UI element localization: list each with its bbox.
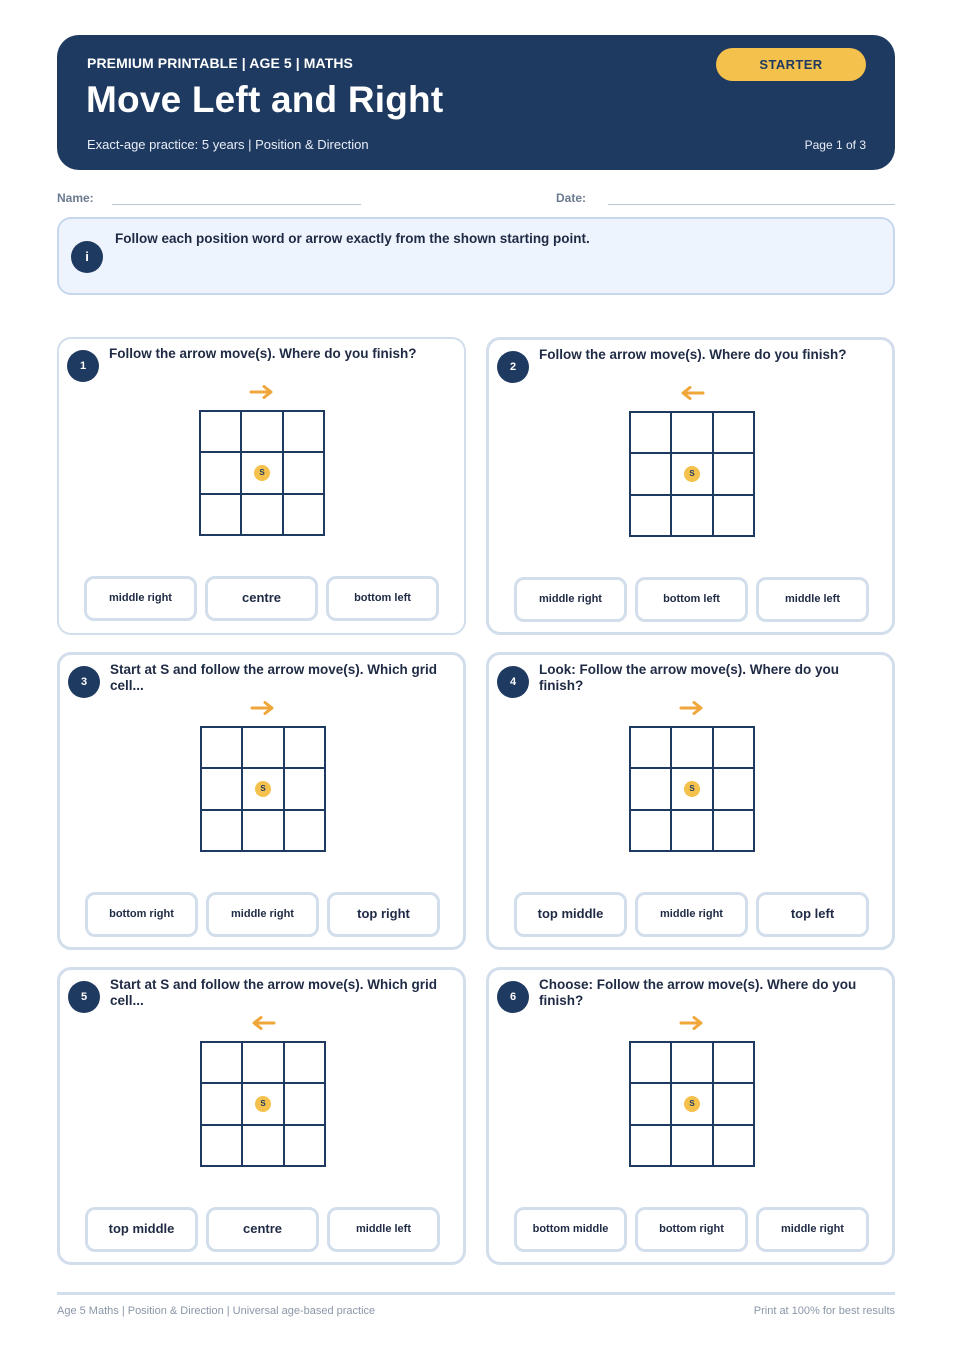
grid-cell: [671, 1042, 712, 1083]
question-number: 5: [68, 981, 100, 1013]
answer-option[interactable]: top middle: [85, 1207, 198, 1252]
question-number: 1: [67, 350, 99, 382]
question-text: Follow the arrow move(s). Where do you finish?: [539, 347, 847, 362]
answer-option[interactable]: top middle: [514, 892, 627, 937]
footer-info: Age 5 Maths | Position & Direction | Universal age-based practice: [57, 1305, 376, 1317]
question-number: 4: [497, 666, 529, 698]
page-indicator: Page 1 of 3: [804, 138, 866, 152]
answer-option[interactable]: top left: [756, 892, 869, 937]
arrow-right-icon: [250, 701, 276, 715]
grid-cell: [713, 768, 754, 809]
grid-cell: [630, 412, 671, 453]
grid-cell: [630, 453, 671, 494]
print-note: Print at 100% for best results: [753, 1305, 895, 1317]
grid-cell: [200, 411, 241, 452]
question-text: Start at S and follow the arrow move(s). Which grid cell...: [110, 662, 438, 693]
grid-cell: [671, 1083, 712, 1124]
grid-cell: [671, 810, 712, 851]
grid-cell: [713, 727, 754, 768]
answer-options: [85, 892, 441, 937]
header-subtitle: Exact-age practice: 5 years | Position & Direction: [87, 137, 369, 152]
grid-cell: [283, 411, 324, 452]
start-marker: S: [255, 1096, 271, 1112]
grid-cell: [713, 810, 754, 851]
grid-cell: [713, 412, 754, 453]
grid-cell: [671, 453, 712, 494]
answer-option[interactable]: bottom right: [85, 892, 198, 937]
position-grid: [629, 1041, 755, 1167]
answer-option[interactable]: bottom right: [635, 1207, 748, 1252]
arrow-left-icon: [679, 386, 705, 400]
position-grid: [199, 410, 325, 536]
answer-options: [514, 892, 870, 937]
grid-cell: [671, 768, 712, 809]
answer-options: [514, 577, 870, 622]
date-label: Date:: [556, 191, 587, 205]
question-card: [486, 652, 895, 950]
answer-option[interactable]: middle left: [756, 577, 869, 622]
grid-cell: [242, 1083, 283, 1124]
grid-cell: [713, 1042, 754, 1083]
answer-option[interactable]: middle right: [756, 1207, 869, 1252]
grid-cell: [284, 727, 325, 768]
answer-option[interactable]: top right: [327, 892, 440, 937]
grid-cell: [671, 727, 712, 768]
footer-divider: [57, 1292, 895, 1295]
info-icon: i: [71, 241, 103, 273]
answer-options: [84, 576, 440, 621]
grid-cell: [713, 1083, 754, 1124]
grid-cell: [630, 495, 671, 536]
grid-cell: [242, 1125, 283, 1166]
grid-cell: [283, 452, 324, 493]
arrow-right-icon: [679, 1016, 705, 1030]
instructions-text: Follow each position word or arrow exactly from the shown starting point.: [115, 231, 590, 246]
arrow-right-icon: [249, 385, 275, 399]
arrow-right-icon: [679, 701, 705, 715]
position-grid: [629, 726, 755, 852]
answer-option[interactable]: bottom middle: [514, 1207, 627, 1252]
grid-cell: [284, 810, 325, 851]
answer-option[interactable]: middle right: [635, 892, 748, 937]
question-text: Choose: Follow the arrow move(s). Where do you finish?: [539, 977, 857, 1008]
grid-cell: [283, 494, 324, 535]
grid-cell: [201, 810, 242, 851]
answer-option[interactable]: middle left: [327, 1207, 440, 1252]
arrow-left-icon: [250, 1016, 276, 1030]
grid-cell: [630, 768, 671, 809]
grid-cell: [713, 1125, 754, 1166]
grid-cell: [242, 768, 283, 809]
answer-option[interactable]: centre: [205, 576, 318, 621]
level-badge: STARTER: [716, 48, 866, 81]
start-marker: S: [684, 1096, 700, 1112]
question-card: [486, 337, 895, 635]
name-field[interactable]: [112, 204, 361, 205]
grid-cell: [242, 1042, 283, 1083]
answer-option[interactable]: middle right: [84, 576, 197, 621]
start-marker: S: [684, 466, 700, 482]
question-card: [57, 967, 466, 1265]
question-number: 3: [68, 666, 100, 698]
grid-cell: [242, 810, 283, 851]
question-text: Look: Follow the arrow move(s). Where do you finish?: [539, 662, 840, 693]
grid-cell: [241, 452, 282, 493]
grid-cell: [242, 727, 283, 768]
answer-option[interactable]: middle right: [206, 892, 319, 937]
grid-cell: [201, 1083, 242, 1124]
answer-options: [85, 1207, 441, 1252]
grid-cell: [713, 495, 754, 536]
grid-cell: [671, 412, 712, 453]
position-grid: [200, 726, 326, 852]
grid-cell: [284, 1083, 325, 1124]
grid-cell: [284, 1042, 325, 1083]
date-field[interactable]: [608, 204, 895, 205]
grid-cell: [671, 1125, 712, 1166]
worksheet-header: [57, 35, 895, 170]
position-grid: [629, 411, 755, 537]
start-marker: S: [684, 781, 700, 797]
start-marker: S: [255, 781, 271, 797]
grid-cell: [241, 494, 282, 535]
grid-cell: [630, 727, 671, 768]
grid-cell: [200, 494, 241, 535]
question-card: [57, 337, 466, 635]
answer-option[interactable]: bottom left: [635, 577, 748, 622]
grid-cell: [713, 453, 754, 494]
grid-cell: [200, 452, 241, 493]
grid-cell: [630, 1125, 671, 1166]
grid-cell: [671, 495, 712, 536]
question-number: 2: [497, 351, 529, 383]
question-text: Follow the arrow move(s). Where do you finish?: [109, 346, 417, 361]
grid-cell: [284, 768, 325, 809]
answer-option[interactable]: bottom left: [326, 576, 439, 621]
question-card: [486, 967, 895, 1265]
question-number: 6: [497, 981, 529, 1013]
answer-option[interactable]: centre: [206, 1207, 319, 1252]
grid-cell: [630, 1042, 671, 1083]
answer-options: [514, 1207, 870, 1252]
grid-cell: [241, 411, 282, 452]
question-text: Start at S and follow the arrow move(s). Which grid cell...: [110, 977, 438, 1008]
answer-option[interactable]: middle right: [514, 577, 627, 622]
grid-cell: [201, 1125, 242, 1166]
header-kicker: PREMIUM PRINTABLE | AGE 5 | MATHS: [87, 55, 353, 71]
instructions-box: [57, 217, 895, 295]
grid-cell: [201, 727, 242, 768]
position-grid: [200, 1041, 326, 1167]
start-marker: S: [254, 465, 270, 481]
grid-cell: [630, 810, 671, 851]
name-label: Name:: [57, 191, 94, 205]
question-card: [57, 652, 466, 950]
grid-cell: [630, 1083, 671, 1124]
grid-cell: [201, 1042, 242, 1083]
page-title: Move Left and Right: [86, 79, 444, 120]
grid-cell: [284, 1125, 325, 1166]
grid-cell: [201, 768, 242, 809]
